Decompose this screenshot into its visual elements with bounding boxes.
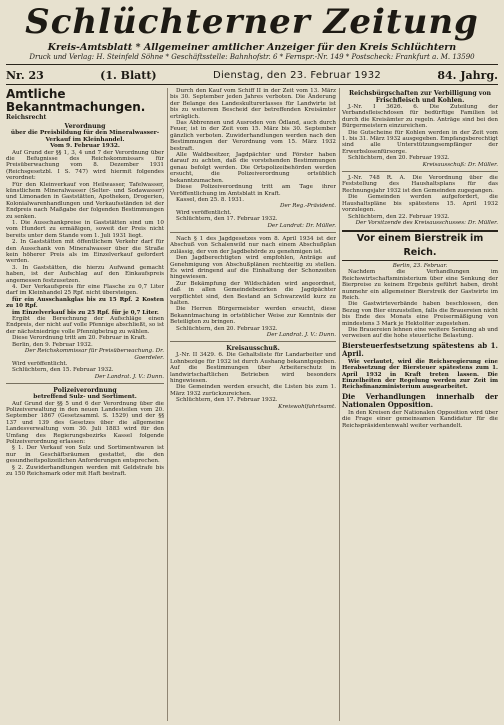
paragraph: 2. In Gaststätten mit öffentlichem Verkehr darf für den Ausschank von Mineralwasser über die Straße kein höherer Preis als im Einzelverkauf gefordert werden. bbox=[6, 239, 164, 265]
paragraph: Die Gastwirteverbände haben beschlossen, den Bezug von Bier einzustellen, falls die Brauereien nicht bis Ende des Monats eine Preisermäßigung von mindestens 3 Mark je Hektoliter zugestehen. bbox=[342, 301, 498, 327]
news-dateline: Berlin, 23. Februar. bbox=[392, 263, 448, 270]
signature: Der Landrat. J. V.: Dunn. bbox=[94, 373, 164, 380]
place-date: Schlüchtern, den 20. Februar 1932. bbox=[176, 325, 278, 332]
article-heading: Reichsbürgschaften zur Verbilligung von Frischfleisch und Kohlen. bbox=[348, 90, 492, 104]
paragraph: Diese Polizeiverordnung tritt am Tage ihrer Veröffentlichung im Amtsblatt in Kraft. bbox=[170, 184, 336, 197]
paragraph: Nach § 1 des Jagdgesetzes vom 8. April 1934 ist der Abschuß von Schalenwild nur nach einem Abschußplan zulässig, der von der Jagdbehörde zu genehmigen ist. bbox=[170, 235, 336, 255]
rule-top bbox=[6, 64, 498, 65]
paragraph: Zur Bekämpfung der Wildschäden wird angeordnet, daß in allen Gemeindebezirken die Jagdpächter verpflichtet sind, den Bestand an Schwarzwild kurz zu halten. bbox=[170, 280, 336, 306]
newspaper-title: Schlüchterner Zeitung bbox=[25, 2, 479, 42]
signature: Der Reg.-Präsident. bbox=[280, 203, 336, 210]
signature: Kreisausschuß: Dr. Müller. bbox=[422, 161, 498, 168]
paragraph: § 1. Der Verkauf von Sulz und Sortimentwaren ist nur in Geschäftsräumen gestattet, die den gesundheitspolizeilichen Anforderungen entsprechen. bbox=[6, 445, 164, 465]
paragraph: 3. In Gaststätten, die hierzu Aufwand gemacht haben, ist der Aufschlag auf den Einkaufspreis angemessen festzusetzen. bbox=[6, 264, 164, 284]
divider bbox=[6, 383, 164, 384]
issue-number: Nr. 23 bbox=[6, 69, 44, 82]
divider bbox=[170, 232, 336, 233]
section-title: Amtliche Bekanntmachungen. bbox=[6, 88, 146, 114]
signature: Der Landrat. J. V.: Dunn. bbox=[266, 332, 336, 339]
masthead bbox=[6, 2, 498, 61]
paragraph: Auf Grund der §§ 1, 3, 4 und 7 der Verordnung über die Befugnisse des Reichskommissars für Preisüberwachung vom 8. Dezember 1931 (Reichsgesetzbl. I S. 747) wird hiermit folgendes verordnet: bbox=[6, 149, 164, 182]
price-row: für ein Ausschankglas bis zu 15 Rpf. 2 Kosten zu 10 Rpf. bbox=[6, 296, 164, 310]
paragraph: Für den Kleinverkauf von Heilwasser, Tafelwasser, künstlichem Mineralwasser (Selter- und Sodawasser) und Limonaden in Gaststätten, Apotheken, Drogerien, Kolonialwarenhandlungen und Verkaufsständen ist der Endpreis nach Maßgabe der folgenden Bestimmungen zu senken. bbox=[6, 181, 164, 220]
paragraph: Wird veröffentlicht. bbox=[12, 360, 68, 367]
publisher-imprint: Druck und Verlag: H. Steinfeld Söhne * Geschäftsstelle: Bahnhofstr. 6 * Fernspr.-Nr. 149 * Postscheck: Frankfurt a. M. 13590 bbox=[29, 53, 475, 61]
dateline bbox=[6, 68, 498, 83]
paragraph: Die Gutscheine für Kohlen werden in der Zeit vom 1. bis 31. März 1932 ausgegeben. Empfangsberechtigt sind alle Unterstützungsempfänger der Erwerbslosenfürsorge. bbox=[342, 129, 498, 155]
paragraph: 1. Die Ausschankpreise in Gaststätten sind um 10 vom Hundert zu ermäßigen, soweit der Preis nicht bereits unter dem Stande vom 1. Juli 1931 liegt. bbox=[6, 219, 164, 239]
news-headline: Vor einem Bierstreik im Reich. bbox=[342, 230, 498, 261]
paragraph: Die Brauereien lehnen eine weitere Senkung ab und verweisen auf die hohe steuerliche Belastung. bbox=[342, 326, 498, 340]
paragraph: J.-Nr. II 3429. 6. Die Gehaltsliste für Landarbeiter und Lohnbezüge für 1932 ist durch Aushang bekanntgegeben. Auf die Bestimmungen über Arbeiterschutz in landwirtschaftlichen Betrieben wird besonders hingewiesen. bbox=[170, 352, 336, 385]
paragraph: Wie verlautet, wird die Reichsregierung eine Herabsetzung der Biersteuer spätestens zum 1. April 1932 in Kraft treten lassen. Die Einzelheiten der Regelung werden zur Zeit im Reichsfinanzministerium ausgearbeitet. bbox=[342, 358, 498, 391]
paragraph: Die Gemeinden werden ersucht, die Listen bis zum 1. März 1932 zurückzureichen. bbox=[170, 384, 336, 397]
paragraph: Alle Waldbesitzer, Jagdpächter und Förster haben darauf zu achten, daß die vorstehenden Bestimmungen genau befolgt werden. Die Ortspolizeibehörden werden ersucht, die Polizeiverordnung ortsüblich bekanntzumachen. bbox=[170, 152, 336, 184]
signature: Kreiswohlfahrtsamt. bbox=[278, 403, 336, 410]
paragraph: Die Herren Bürgermeister werden ersucht, diese Bekanntmachung in ortsüblicher Weise zur Kenntnis der Beteiligten zu bringen. bbox=[170, 306, 336, 326]
signature: Der Landrat: Dr. Müller. bbox=[267, 222, 336, 229]
paragraph: Durch den Kauf vom Schiff II in der Zeit vom 13. März bis 30. September jeden Jahres verboten. Die Änderung der Belange des Landeskulturerlasses für Landwirte ist bis zu weiterem Bescheid der betreffenden Kreisämter erträglich. bbox=[170, 88, 336, 120]
article-date: Vom 9. Februar 1932. bbox=[50, 143, 120, 149]
place-date: Berlin, den 9. Februar 1932. bbox=[12, 341, 93, 348]
article-heading: Kreisausschuß. bbox=[226, 345, 280, 353]
paragraph: Das Abbrennen und Ausroden von Ödland, auch durch Feuer, ist in der Zeit vom 15. März bis 30. September gänzlich verboten. Zuwiderhandlungen werden nach den Bestimmungen der Verordnung vom 15. März 1932 bestraft. bbox=[170, 120, 336, 152]
news-subheadline: Die Verhandlungen innerhalb der Nationalen Opposition. bbox=[342, 391, 498, 409]
paragraph: J.-Nr. 748 R. A. Die Verordnung über die Feststellung des Haushaltsplans für das Rechnungsjahr 1932 ist den Gemeinden zugegangen. bbox=[342, 175, 498, 194]
place-date: Schlüchtern, den 20. Februar 1932. bbox=[348, 155, 450, 162]
price-row: im Einzelverkauf bis zu 25 Rpf. für je 0,7 Liter. bbox=[12, 309, 159, 316]
column-3 bbox=[342, 88, 498, 721]
paragraph: Wird veröffentlicht. bbox=[176, 209, 232, 216]
rule-bottom bbox=[6, 84, 498, 85]
place-date: Schlüchtern, den 17. Februar 1932. bbox=[176, 397, 278, 404]
news-subheadline: Biersteuerfestsetzung spätestens ab 1. April. bbox=[342, 340, 498, 358]
signature: Der Reichskommissar für Preisüberwachung. Dr. Goerdeler. bbox=[24, 348, 164, 361]
paragraph: In den Kreisen der Nationalen Opposition wird über die Frage einer gemeinsamen Kandidatur für die Reichspräsidentenwahl weiter verhandelt. bbox=[342, 409, 498, 429]
paragraph: J.-Nr. I 3626. 6. Die Zuteilung der Verbandsfleischdosen für bedürftige Familien ist durch die Kreisämter zu regeln. Anträge sind bei den Bürgermeistern einzureichen. bbox=[342, 104, 498, 130]
section-subtitle: Reichsrecht bbox=[6, 114, 47, 121]
article-subheading: über die Preisbildung für den Mineralwasser-Verkauf im Kleinhandel. bbox=[10, 130, 160, 143]
volume-label: 84. Jahrg. bbox=[437, 69, 498, 82]
signature: Der Vorsitzende des Kreisausschusses: Dr. Müller. bbox=[355, 219, 498, 226]
paragraph: Auf Grund der §§ 5 und 6 der Verordnung über die Polizeiverwaltung in den neuen Landesteilen vom 20. September 1867 (Gesetzsamml. S. 1529) und der §§ 137 und 139 des Gesetzes über die allgemeine Landesverwaltung vom 30. Juli 1883 wird für den Umfang des Regierungsbezirks Kassel folgende Polizeiverordnung erlassen: bbox=[6, 400, 164, 446]
place-date: Schlüchtern, den 17. Februar 1932. bbox=[176, 216, 278, 223]
place-date: Kassel, den 25. 8. 1931. bbox=[176, 196, 244, 203]
column-1 bbox=[6, 88, 164, 721]
article-subheading: betreffend Sulz- und Sortiment. bbox=[33, 394, 137, 401]
paragraph: Ergibt die Berechnung der Aufschläge einen Endpreis, der nicht auf volle Pfennige abschließt, so ist der nächstniedrige volle Pfennigbetrag zu wählen. bbox=[6, 316, 164, 335]
article-heading: Verordnung bbox=[64, 123, 106, 130]
article-heading: Polizeiverordnung bbox=[53, 387, 117, 395]
paragraph: Die Gemeinden werden aufgefordert, die Haushaltspläne bis spätestens 15. April 1932 vorzulegen. bbox=[342, 194, 498, 214]
place-date: Schlüchtern, den 15. Februar 1932. bbox=[12, 367, 114, 374]
paragraph: Den Jagdberechtigten wird empfohlen, Anträge auf Genehmigung von Abschußplänen rechtzeitig zu stellen. Es wird dringend auf die Einhaltung der Schonzeiten hingewiesen. bbox=[170, 255, 336, 281]
columns bbox=[6, 88, 498, 721]
divider bbox=[170, 341, 336, 342]
divider bbox=[342, 171, 498, 172]
newspaper-subtitle: Kreis-Amtsblatt * Allgemeiner amtlicher Anzeiger für den Kreis Schlüchtern bbox=[47, 42, 457, 53]
paragraph: Diese Verordnung tritt am 20. Februar in Kraft. bbox=[12, 335, 147, 342]
column-2 bbox=[170, 88, 336, 721]
paragraph: Nachdem die Verhandlungen im Reichswirtschaftsministerium über eine Senkung der Bierpreise zu keinem Ergebnis geführt haben, droht nunmehr ein allgemeiner Bierstreik der Gastwirte im Reich. bbox=[342, 269, 498, 301]
paragraph: § 2. Zuwiderhandlungen werden mit Geldstrafe bis zu 150 Reichsmark oder mit Haft bestraft. bbox=[6, 464, 164, 478]
paragraph: 4. Der Verkaufspreis für eine Flasche zu 0,7 Liter darf im Kleinhandel 25 Rpf. nicht übersteigen. bbox=[6, 284, 164, 297]
place-date: Schlüchtern, den 22. Februar 1932. bbox=[348, 213, 450, 220]
issue-date: Dienstag, den 23. Februar 1932 bbox=[212, 70, 382, 81]
sheet-label: (1. Blatt) bbox=[100, 69, 157, 82]
